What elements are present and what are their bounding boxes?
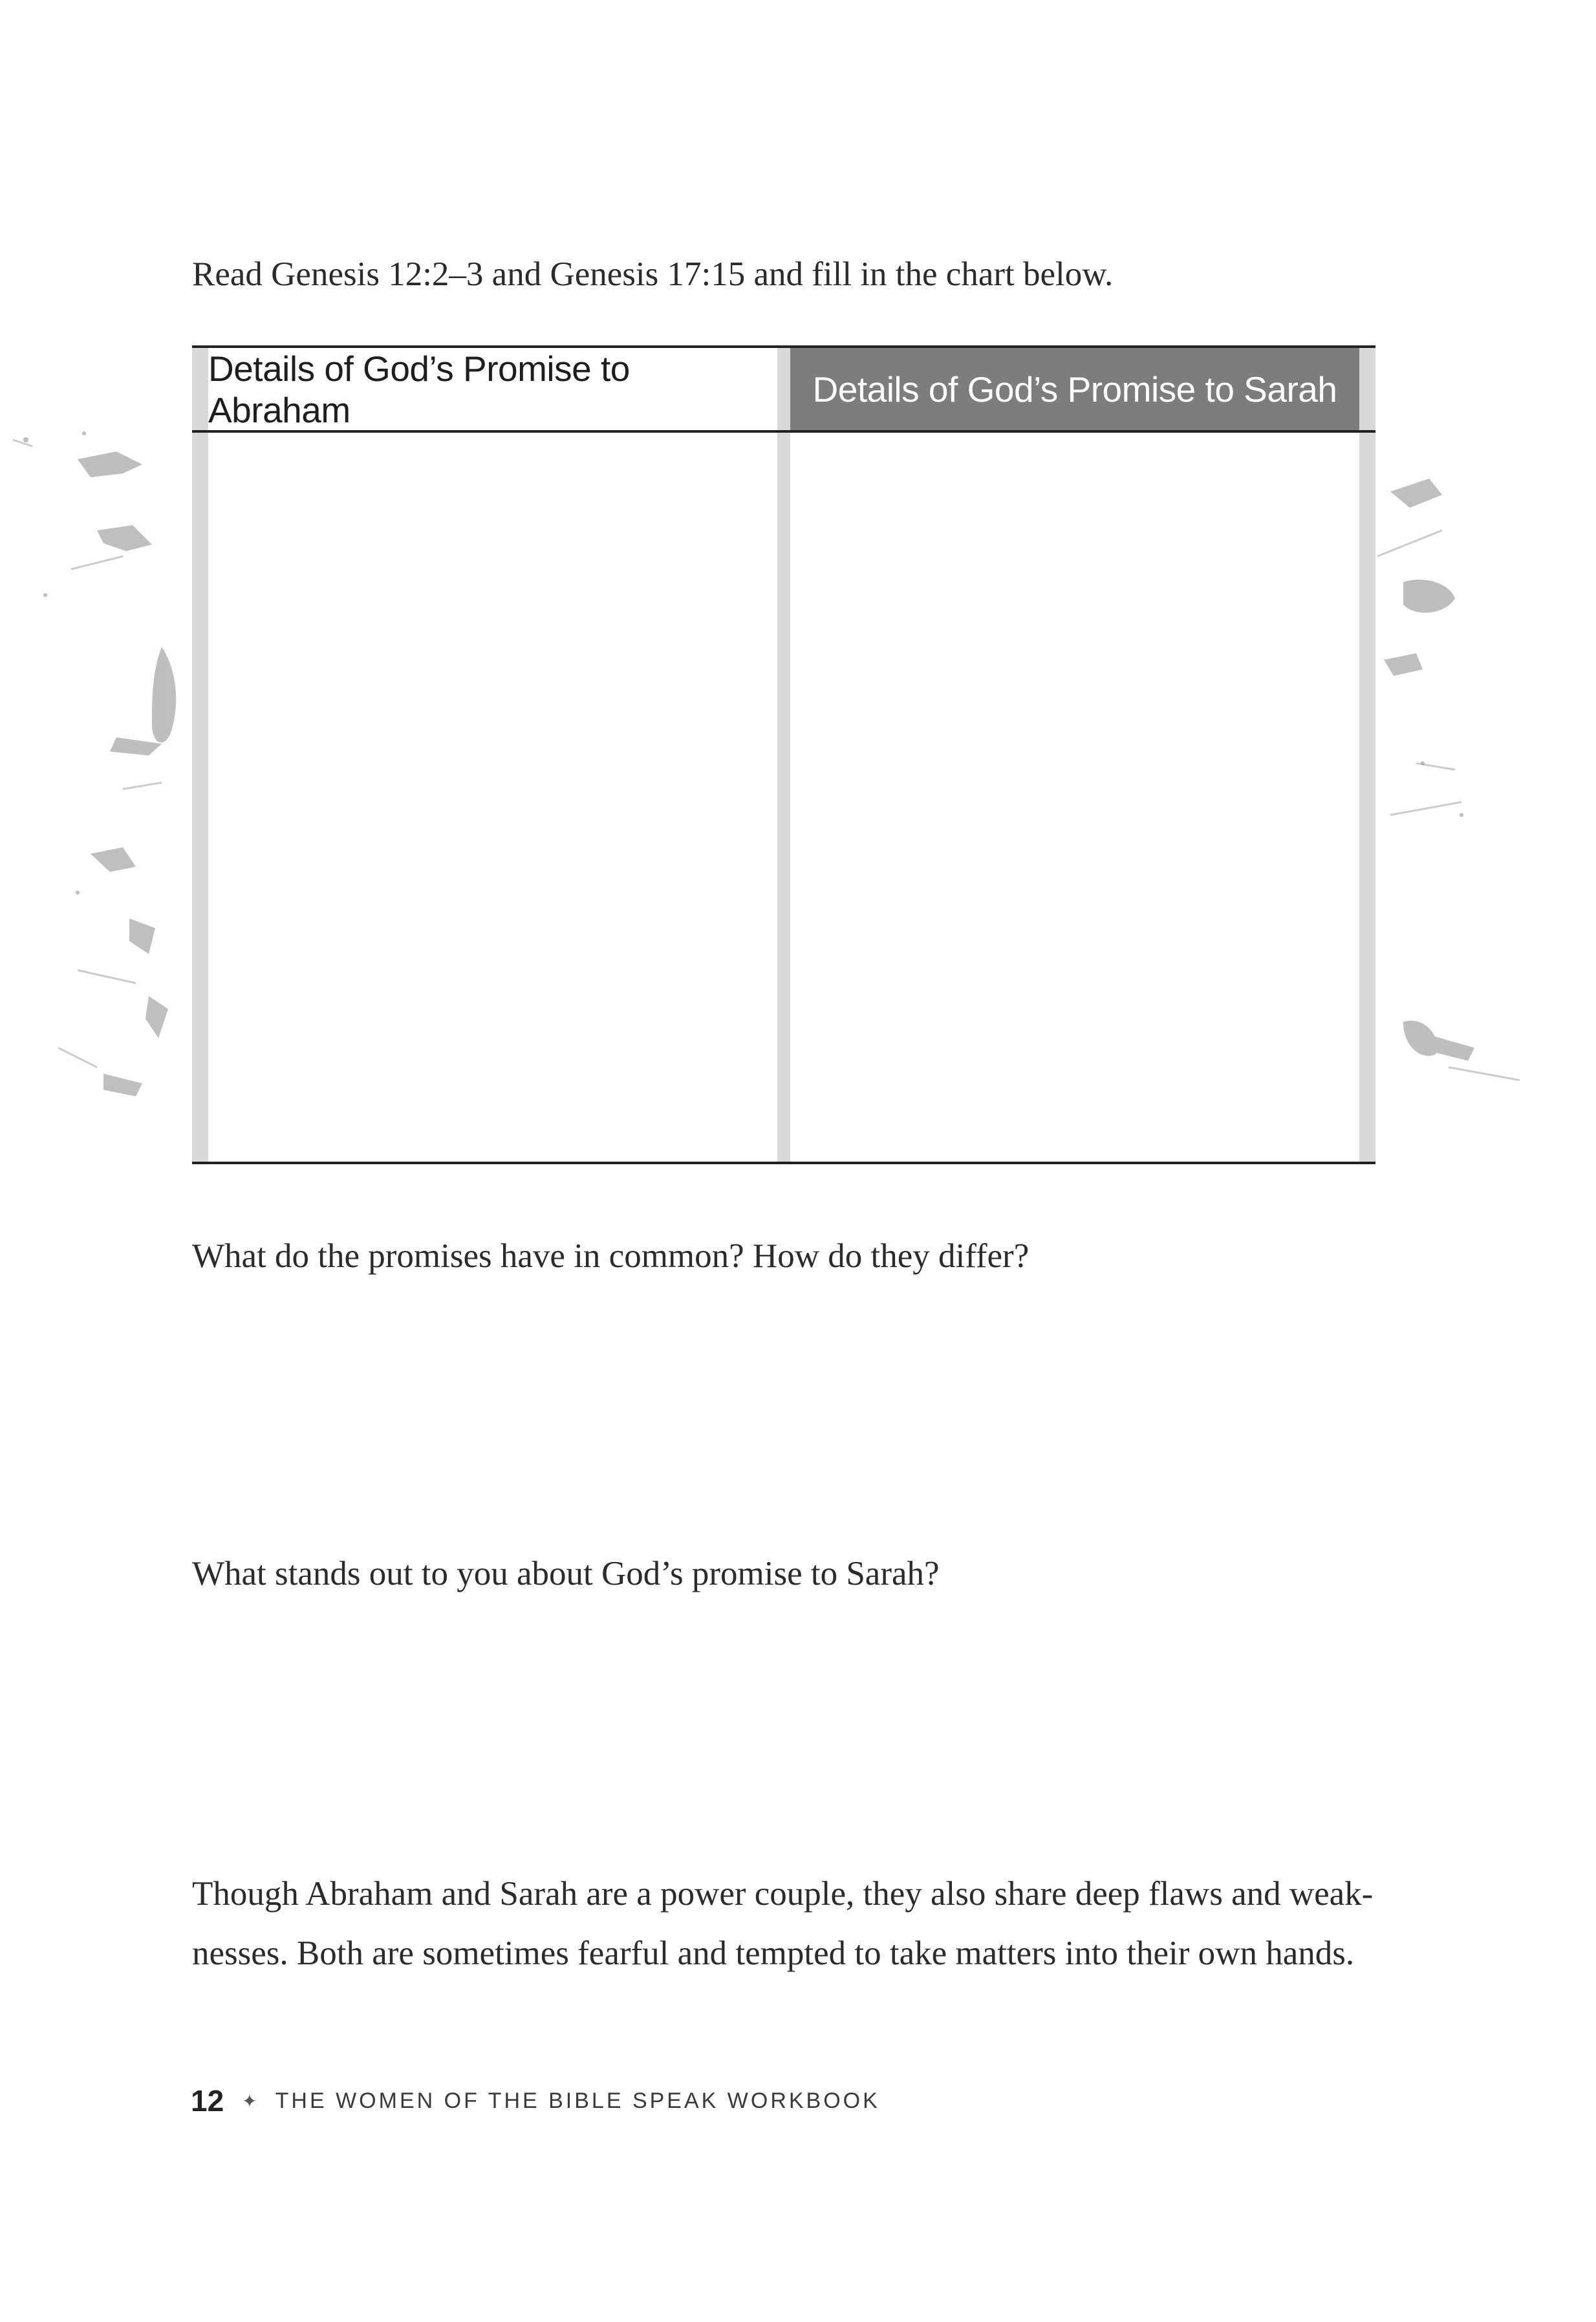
left-band: [192, 348, 208, 1162]
chart-top-rule: [192, 345, 1375, 348]
page-footer: [191, 2078, 880, 2123]
question-common-differ: What do the promises have in common? How do they differ?: [192, 1237, 1030, 1275]
column-header-sarah: Details of God’s Promise to Sarah: [790, 348, 1359, 431]
page-number: 12: [191, 2084, 224, 2118]
right-band: [1359, 348, 1375, 1162]
left-texture-decoration: [0, 401, 200, 1164]
chart-instruction: Read Genesis 12:2–3 and Genesis 17:15 and fill in the chart below.: [192, 255, 1114, 293]
middle-band: [777, 348, 790, 1162]
chart-header-rule: [192, 430, 1375, 433]
running-title: THE WOMEN OF THE BIBLE SPEAK WORKBOOK: [275, 2088, 880, 2113]
answer-area-sarah[interactable]: [790, 433, 1359, 1162]
answer-area-abraham[interactable]: [208, 433, 777, 1162]
closing-paragraph-line-1: Though Abraham and Sarah are a power couple, they also share deep flaws and weak-: [192, 1875, 1374, 1913]
promise-chart: [192, 345, 1375, 1164]
diamond-icon: ✦: [242, 2090, 257, 2112]
chart-bottom-rule: [192, 1162, 1375, 1164]
closing-paragraph-line-2: nesses. Both are sometimes fearful and tempted to take matters into their own hands.: [192, 1935, 1355, 1972]
column-header-abraham: Details of God’s Promise to Abraham: [208, 348, 777, 431]
question-stands-out: What stands out to you about God’s promise to Sarah?: [192, 1555, 940, 1592]
right-texture-decoration: [1364, 453, 1596, 1164]
